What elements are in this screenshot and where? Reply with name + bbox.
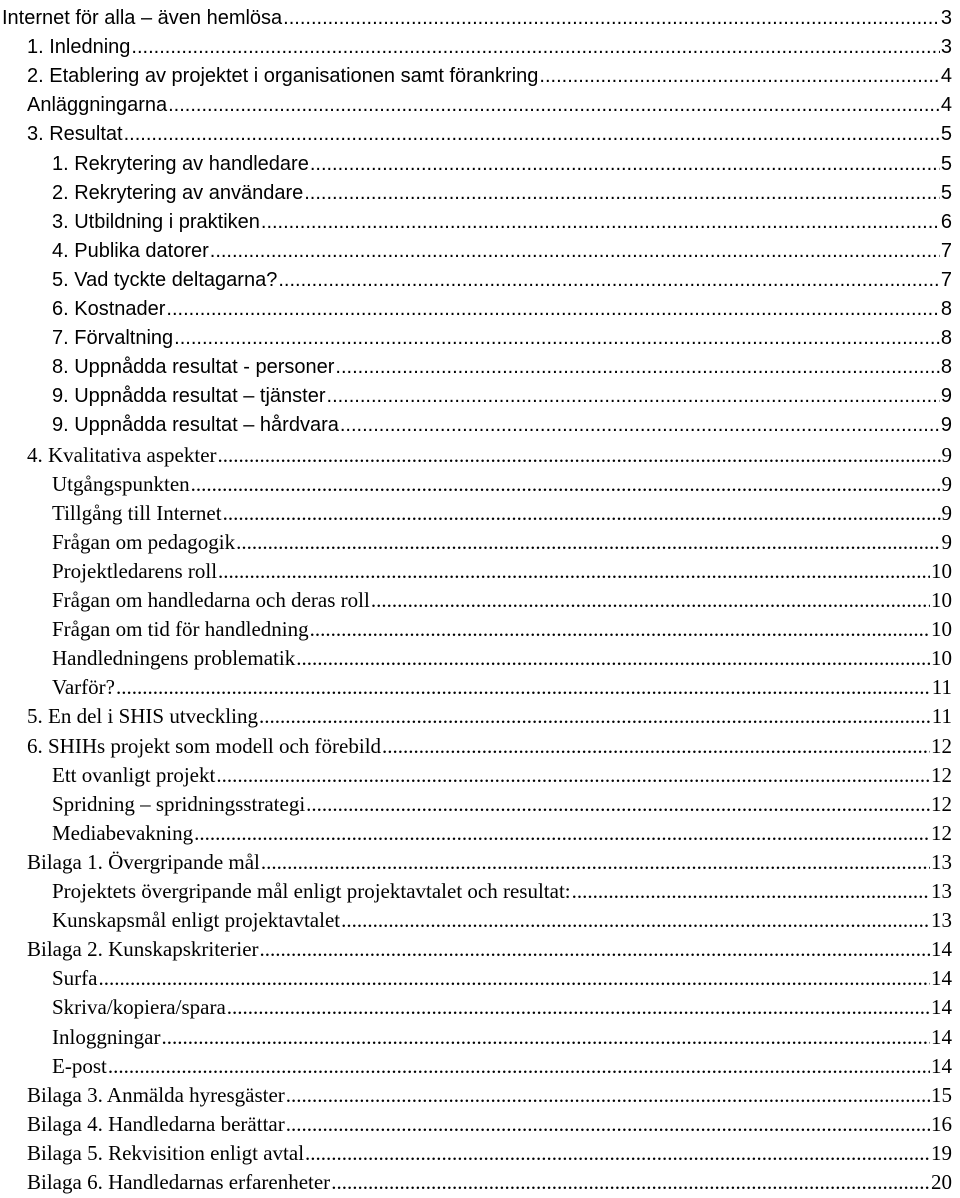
toc-entry[interactable] [0,1135,960,1164]
toc-entry[interactable] [0,931,960,960]
toc-dot-leader [216,764,930,786]
toc-entry-title: 2. Etablering av projektet i organisationen samt förankring [27,65,539,88]
toc-dot-leader [236,531,940,553]
toc-entry-title: Bilaga 4. Handledarna berättar [27,1111,285,1136]
toc-entry[interactable] [0,960,960,989]
toc-entry[interactable] [0,0,960,29]
toc-entry-title: Utgångspunkten [52,471,190,496]
toc-entry[interactable] [0,175,960,204]
toc-entry-title: Varför? [52,675,115,700]
toc-dot-leader [382,735,930,757]
toc-entry-page-number: 14 [931,966,952,991]
toc-entry[interactable] [0,844,960,873]
toc-entry-page-number: 20 [931,1170,952,1194]
toc-entry-title: 7. Förvaltning [52,327,174,350]
toc-entry-title: Bilaga 1. Övergripande mål [27,849,260,874]
toc-dot-leader [286,1084,930,1106]
toc-entry-page-number: 10 [931,646,952,671]
toc-dot-leader [341,909,930,931]
toc-entry-title: Frågan om tid för handledning [52,617,309,642]
toc-entry-page-number: 9 [941,500,952,525]
toc-dot-leader [260,938,930,960]
toc-dot-leader [131,36,939,58]
toc-entry-title: Skriva/kopiera/spara [52,995,226,1020]
toc-entry-page-number: 14 [931,937,952,962]
toc-entry[interactable] [0,524,960,553]
toc-entry-title: 6. SHIHs projekt som modell och förebild [27,733,382,758]
toc-entry-title: 4. Kvalitativa aspekter [27,442,217,467]
toc-entry[interactable] [0,466,960,495]
toc-entry-page-number: 8 [940,356,952,379]
toc-entry-page-number: 9 [940,385,952,408]
toc-entry-page-number: 7 [940,268,952,291]
toc-dot-leader [572,880,930,902]
toc-entry-page-number: 9 [940,414,952,437]
toc-entry-page-number: 7 [940,239,952,262]
toc-entry-title: Spridning – spridningsstrategi [52,791,306,816]
toc-entry[interactable] [0,786,960,815]
toc-entry-page-number: 8 [940,327,952,350]
toc-entry-page-number: 9 [941,471,952,496]
toc-dot-leader [168,94,940,116]
toc-entry-page-number: 5 [940,181,952,204]
toc-dot-leader [99,967,931,989]
toc-dot-leader [227,996,930,1018]
toc-entry[interactable] [0,553,960,582]
toc-entry-title: 3. Utbildning i praktiken [52,210,260,233]
toc-entry-page-number: 10 [931,558,952,583]
toc-entry-page-number: 6 [940,210,952,233]
toc-entry[interactable] [0,640,960,669]
toc-entry[interactable] [0,146,960,175]
toc-dot-leader [191,473,941,495]
toc-entry-page-number: 12 [931,733,952,758]
toc-entry[interactable] [0,320,960,349]
toc-entry-page-number: 13 [931,849,952,874]
toc-entry-title: 9. Uppnådda resultat – hårdvara [52,414,339,437]
toc-entry[interactable] [0,407,960,436]
toc-entry[interactable] [0,582,960,611]
toc-entry-title: Tillgång till Internet [52,500,222,525]
toc-entry-page-number: 16 [931,1111,952,1136]
toc-entry-title: 5. Vad tyckte deltagarna? [52,268,278,291]
toc-entry-title: 6. Kostnader [52,298,166,320]
toc-dot-leader [259,705,931,727]
toc-dot-leader [116,676,931,698]
toc-entry-page-number: 15 [931,1082,952,1107]
toc-entry[interactable] [0,1019,960,1048]
toc-entry-title: Internet för alla – även hemlösa [2,7,283,29]
toc-entry-title: 5. En del i SHIS utveckling [27,704,258,729]
toc-entry[interactable] [0,262,960,291]
toc-entry[interactable] [0,349,960,378]
toc-entry[interactable] [0,757,960,786]
toc-dot-leader [124,123,940,145]
toc-dot-leader [194,822,930,844]
toc-entry-title: 1. Rekrytering av handledare [52,152,309,175]
toc-entry-title: 3. Resultat [27,123,123,146]
toc-dot-leader [304,182,940,204]
toc-entry-title: Kunskapsmål enligt projektavtalet [52,908,341,933]
toc-entry[interactable] [0,204,960,233]
toc-entry-title: 9. Uppnådda resultat – tjänster [52,385,326,408]
toc-entry-page-number: 12 [931,791,952,816]
toc-entry[interactable] [0,58,960,87]
toc-entry-page-number: 4 [940,65,952,88]
toc-entry-page-number: 10 [931,588,952,612]
toc-dot-leader [174,327,940,349]
toc-entry-title: Anläggningarna [27,94,168,117]
toc-entry[interactable] [0,815,960,844]
toc-entry-page-number: 14 [931,995,952,1020]
toc-entry-page-number: 12 [931,762,952,787]
toc-entry[interactable] [0,29,960,58]
toc-dot-leader [327,385,940,407]
toc-entry-title: 8. Uppnådda resultat - personer [52,356,335,379]
toc-entry-title: 4. Publika datorer [52,239,209,262]
toc-entry-page-number: 10 [931,617,952,642]
toc-entry[interactable] [0,1048,960,1077]
toc-entry-page-number: 5 [940,123,952,146]
toc-dot-leader [166,298,939,320]
toc-dot-leader [371,589,930,611]
toc-entry-title: Bilaga 6. Handledarnas erfarenheter [27,1170,331,1194]
toc-dot-leader [278,269,940,291]
toc-dot-leader [223,502,941,524]
toc-entry-page-number: 11 [931,675,952,700]
toc-entry[interactable] [0,902,960,931]
toc-entry-page-number: 11 [931,704,952,729]
toc-entry-title: Frågan om pedagogik [52,529,236,554]
toc-entry-page-number: 14 [931,1024,952,1049]
toc-entry[interactable] [0,611,960,640]
toc-entry[interactable] [0,698,960,727]
toc-entry[interactable] [0,728,960,757]
toc-entry-page-number: 9 [941,529,952,554]
toc-dot-leader [108,1055,930,1077]
toc-entry[interactable] [0,233,960,262]
toc-dot-leader [305,1142,930,1164]
toc-entry[interactable] [0,378,960,407]
toc-entry[interactable] [0,1106,960,1135]
toc-entry-title: Projektets övergripande mål enligt projektavtalet och resultat: [52,879,571,903]
toc-entry[interactable] [0,873,960,902]
toc-dot-leader [539,65,939,87]
toc-dot-leader [283,7,940,29]
toc-dot-leader [331,1171,930,1193]
toc-entry-page-number: 5 [940,152,952,175]
toc-entry[interactable] [0,437,960,466]
toc-entry[interactable] [0,495,960,524]
toc-entry-title: E-post [52,1053,107,1078]
toc-dot-leader [340,414,940,436]
toc-entry-title: Projektledarens roll [52,558,218,583]
toc-entry-page-number: 3 [940,36,952,59]
toc-dot-leader [310,618,930,640]
toc-entry-page-number: 13 [931,879,952,903]
toc-entry-title: Handledningens problematik [52,646,296,671]
toc-entry[interactable] [0,116,960,145]
toc-entry-title: Ett ovanligt projekt [52,762,216,787]
toc-entry[interactable] [0,669,960,698]
toc-entry-page-number: 8 [940,298,952,320]
toc-dot-leader [161,1026,930,1048]
toc-entry-title: Frågan om handledarna och deras roll [52,588,370,612]
toc-entry-title: 1. Inledning [27,36,131,59]
toc-entry[interactable] [0,989,960,1018]
toc-entry-page-number: 4 [940,94,952,117]
toc-dot-leader [310,153,940,175]
toc-entry-title: Bilaga 5. Rekvisition enligt avtal [27,1140,305,1165]
toc-entry-page-number: 13 [931,908,952,933]
toc-dot-leader [335,356,939,378]
toc-entry[interactable] [0,291,960,320]
toc-entry-title: 2. Rekrytering av användare [52,181,304,204]
toc-entry-page-number: 12 [931,820,952,845]
toc-dot-leader [261,211,940,233]
toc-entry[interactable] [0,1164,960,1193]
toc-dot-leader [306,793,930,815]
toc-entry-title: Bilaga 2. Kunskapskriterier [27,937,259,962]
toc-entry-title: Surfa [52,966,98,991]
toc-entry[interactable] [0,1077,960,1106]
toc-dot-leader [218,444,941,466]
toc-entry-title: Inloggningar [52,1024,161,1049]
toc-entry-page-number: 3 [940,7,952,29]
toc-entry-page-number: 9 [941,442,952,467]
toc-entry-page-number: 14 [931,1053,952,1078]
toc-dot-leader [261,851,930,873]
toc-entry-page-number: 19 [931,1140,952,1165]
toc-dot-leader [296,647,930,669]
toc-dot-leader [210,240,940,262]
toc-entry[interactable] [0,87,960,116]
toc-entry-title: Bilaga 3. Anmälda hyresgäster [27,1082,285,1107]
toc-dot-leader [286,1113,930,1135]
toc-dot-leader [218,560,930,582]
toc-entry-title: Mediabevakning [52,820,194,845]
